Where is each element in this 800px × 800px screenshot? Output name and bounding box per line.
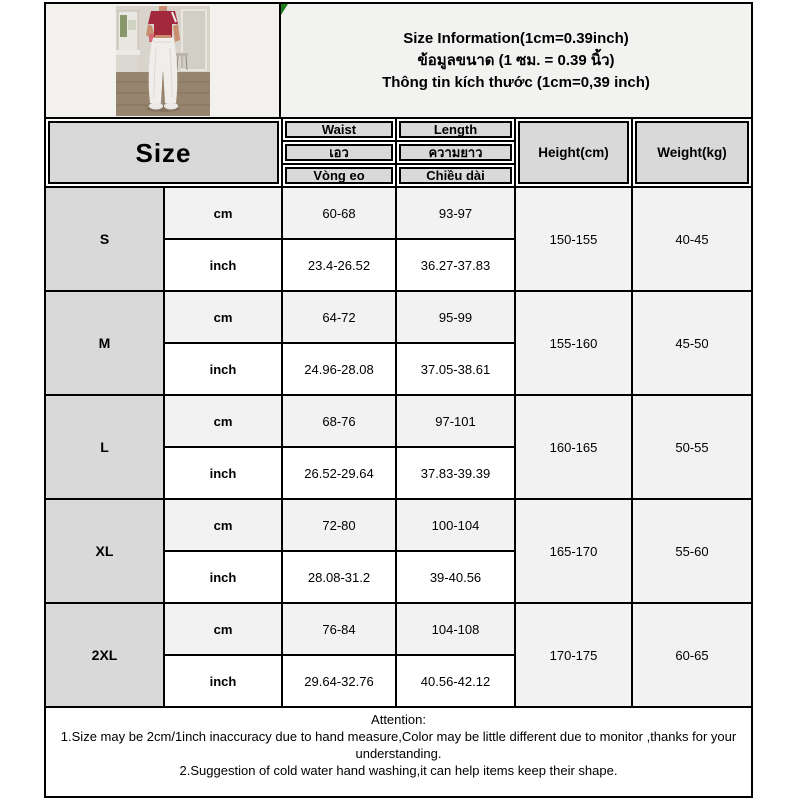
cell-l-length-cm: 97-101 xyxy=(397,396,514,446)
attention-line2: 2.Suggestion of cold water hand washing,it can help items keep their shape. xyxy=(179,763,618,778)
cell-size-l: L xyxy=(46,396,163,498)
cell-2xl-unit-cm: cm xyxy=(165,604,281,654)
header-height: Height(cm) xyxy=(516,119,631,186)
header-waist-en: Waist xyxy=(283,119,395,140)
cell-s-unit-inch: inch xyxy=(165,240,281,290)
cell-size-s: S xyxy=(46,188,163,290)
header-waist-vi: Vòng eo xyxy=(283,165,395,186)
photo-counter-top xyxy=(116,50,140,55)
cell-s-waist-cm: 60-68 xyxy=(283,188,395,238)
title-vietnamese: Thông tin kích thước (1cm=0,39 inch) xyxy=(382,73,650,91)
title-cell xyxy=(281,4,751,117)
header-weight: Weight(kg) xyxy=(633,119,751,186)
photo-chair-seat xyxy=(176,53,188,56)
cell-l-waist-inch: 26.52-29.64 xyxy=(283,448,395,498)
photo-plant xyxy=(120,15,127,37)
attention-title: Attention: xyxy=(371,712,426,727)
cell-xl-waist-cm: 72-80 xyxy=(283,500,395,550)
cell-m-length-inch: 37.05-38.61 xyxy=(397,344,514,394)
green-corner-flag-icon xyxy=(281,4,288,15)
header-size xyxy=(46,119,281,186)
photo-mirror xyxy=(182,10,206,70)
cell-m-waist-cm: 64-72 xyxy=(283,292,395,342)
cell-l-unit-cm: cm xyxy=(165,396,281,446)
photo-sneaker-left xyxy=(149,102,163,109)
cell-size-m: M xyxy=(46,292,163,394)
cell-m-height: 155-160 xyxy=(516,292,631,394)
attention-note xyxy=(46,706,751,796)
cell-m-unit-inch: inch xyxy=(165,344,281,394)
cell-l-waist-cm: 68-76 xyxy=(283,396,395,446)
photo-counter xyxy=(116,55,138,73)
attention-line1: 1.Size may be 2cm/1inch inaccuracy due to hand measure,Color may be little different due to monitor ,thanks for your understanding. xyxy=(60,729,737,761)
cell-l-height: 160-165 xyxy=(516,396,631,498)
size-table xyxy=(46,119,751,706)
cell-2xl-length-inch: 40.56-42.12 xyxy=(397,656,514,706)
cell-s-unit-cm: cm xyxy=(165,188,281,238)
header-size-label: Size xyxy=(48,121,279,184)
cell-xl-length-cm: 100-104 xyxy=(397,500,514,550)
title-english: Size Information(1cm=0.39inch) xyxy=(403,29,629,47)
cell-m-waist-inch: 24.96-28.08 xyxy=(283,344,395,394)
cell-size-2xl: 2XL xyxy=(46,604,163,706)
cell-s-length-cm: 93-97 xyxy=(397,188,514,238)
cell-2xl-waist-inch: 29.64-32.76 xyxy=(283,656,395,706)
cell-xl-weight: 55-60 xyxy=(633,500,751,602)
cell-xl-waist-inch: 28.08-31.2 xyxy=(283,552,395,602)
cell-l-weight: 50-55 xyxy=(633,396,751,498)
header-length-vi: Chiều dài xyxy=(397,165,514,186)
header-length-th: ความยาว xyxy=(397,142,514,163)
cell-xl-height: 165-170 xyxy=(516,500,631,602)
photo-window-pane xyxy=(128,20,136,30)
cell-m-length-cm: 95-99 xyxy=(397,292,514,342)
cell-m-unit-cm: cm xyxy=(165,292,281,342)
cell-2xl-unit-inch: inch xyxy=(165,656,281,706)
cell-2xl-weight: 60-65 xyxy=(633,604,751,706)
cell-2xl-waist-cm: 76-84 xyxy=(283,604,395,654)
cell-s-waist-inch: 23.4-26.52 xyxy=(283,240,395,290)
cell-s-weight: 40-45 xyxy=(633,188,751,290)
photo-sneaker-right xyxy=(164,102,178,109)
size-chart-sheet xyxy=(44,2,753,798)
cell-xl-unit-inch: inch xyxy=(165,552,281,602)
product-photo xyxy=(116,6,210,116)
cell-m-weight: 45-50 xyxy=(633,292,751,394)
cell-2xl-height: 170-175 xyxy=(516,604,631,706)
header-waist-th: เอว xyxy=(283,142,395,163)
cell-s-height: 150-155 xyxy=(516,188,631,290)
header-length-en: Length xyxy=(397,119,514,140)
cell-xl-length-inch: 39-40.56 xyxy=(397,552,514,602)
cell-2xl-length-cm: 104-108 xyxy=(397,604,514,654)
product-photo-cell xyxy=(46,4,281,117)
title-thai: ข้อมูลขนาด (1 ซม. = 0.39 นิ้ว) xyxy=(417,51,615,69)
cell-s-length-inch: 36.27-37.83 xyxy=(397,240,514,290)
top-band xyxy=(46,4,751,119)
cell-l-length-inch: 37.83-39.39 xyxy=(397,448,514,498)
cell-size-xl: XL xyxy=(46,500,163,602)
cell-xl-unit-cm: cm xyxy=(165,500,281,550)
cell-l-unit-inch: inch xyxy=(165,448,281,498)
